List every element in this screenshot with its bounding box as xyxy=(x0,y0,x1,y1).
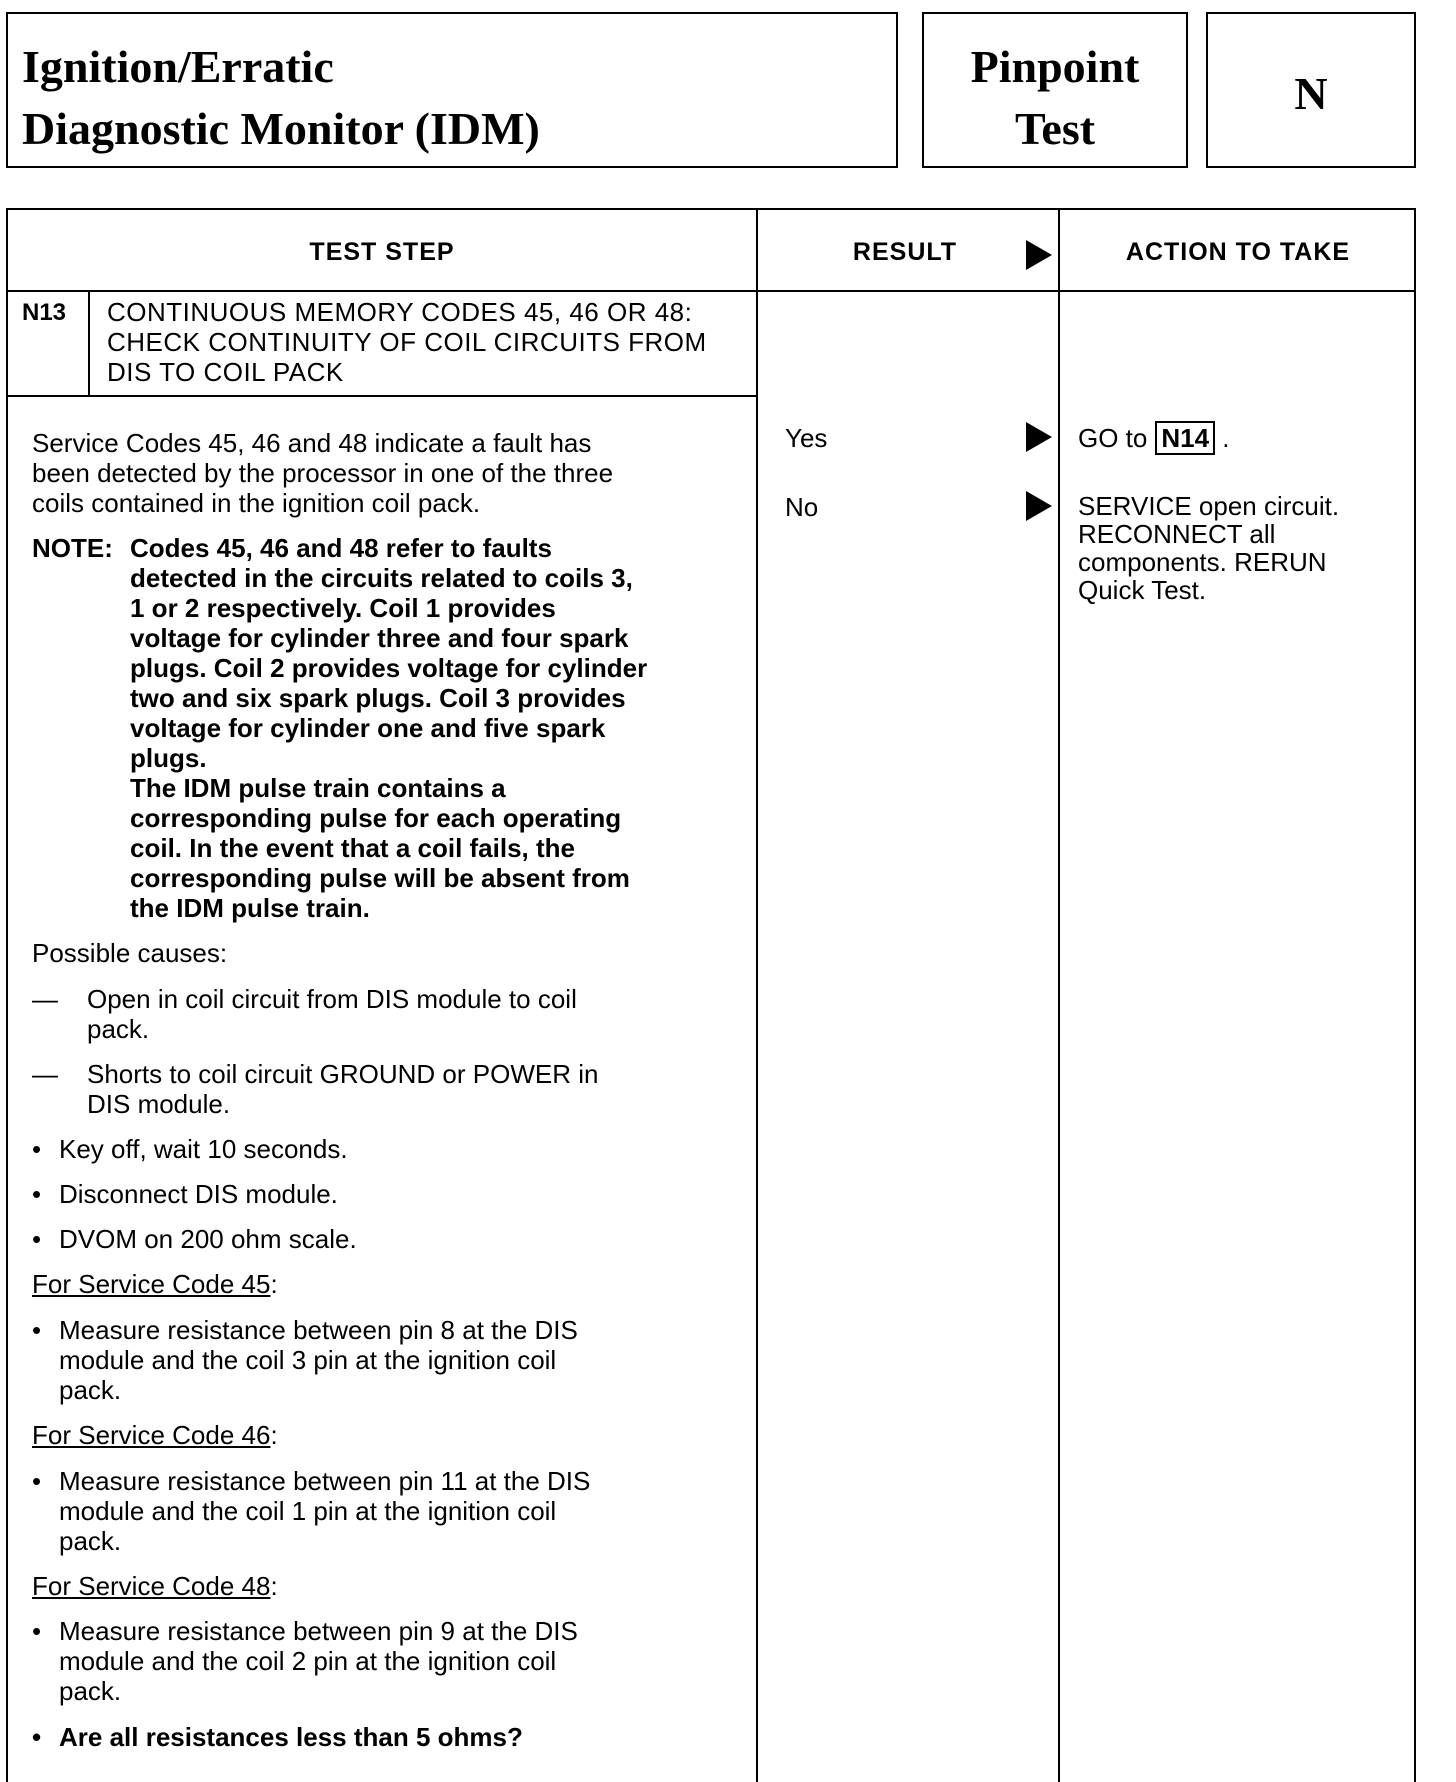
bullet-icon: • xyxy=(32,1134,42,1164)
bullet-icon: • xyxy=(32,1179,42,1209)
column-header-result: RESULT xyxy=(852,238,958,266)
bullet-item: DVOM on 200 ohm scale. xyxy=(59,1224,357,1254)
bullet-item: Measure resistance between pin 8 at the DIS module and the coil 3 pin at the ignition coil pack. xyxy=(59,1315,578,1405)
possible-causes-label: Possible causes: xyxy=(32,938,228,968)
step-intro: Service Codes 45, 46 and 48 indicate a fault has been detected by the processor in one of the three coils contained in the ignition coil pack. xyxy=(32,428,614,518)
bullet-icon: • xyxy=(32,1722,42,1752)
bullet-item: Disconnect DIS module. xyxy=(59,1179,338,1209)
column-divider xyxy=(1058,208,1060,1782)
column-header-action: ACTION TO TAKE xyxy=(1125,238,1351,266)
action-no: SERVICE open circuit. RECONNECT all components. RERUN Quick Test. xyxy=(1078,491,1340,605)
step-heading-divider xyxy=(6,395,758,397)
code45-label: For Service Code 45: xyxy=(32,1269,278,1299)
bullet-icon: • xyxy=(32,1616,42,1646)
step-reference-n14[interactable]: N14 xyxy=(1155,421,1215,455)
result-arrow-icon xyxy=(1026,422,1052,452)
result-arrow-icon xyxy=(1026,491,1052,521)
cause-item: Shorts to coil circuit GROUND or POWER in DIS module. xyxy=(87,1059,599,1119)
cause-item: Open in coil circuit from DIS module to coil pack. xyxy=(87,984,577,1044)
step-number-divider xyxy=(88,290,90,397)
result-arrow-icon xyxy=(1026,240,1052,270)
result-yes: Yes xyxy=(785,423,828,453)
header-row-divider xyxy=(6,290,1416,292)
cause-dash-icon: — xyxy=(32,1059,58,1089)
column-divider xyxy=(756,208,758,1782)
title-box xyxy=(6,12,898,168)
note-text: Codes 45, 46 and 48 refer to faults detected in the circuits related to coils 3, 1 or 2 respectively. Coil 1 provides voltage for cylinder three and four spark plugs. Coil 2 provides voltage for cylinder two and six spark plugs. Coil 3 provides voltage for cylinder one and five spark plugs. The IDM pulse train contains a corresponding pulse for each operating coil. In the event that a coil fails, the corresponding pulse will be absent from the IDM pulse train. xyxy=(130,533,648,923)
cause-dash-icon: — xyxy=(32,984,58,1014)
note-label: NOTE: xyxy=(32,533,113,563)
test-letter-box xyxy=(1206,12,1416,168)
result-no: No xyxy=(785,492,819,522)
column-header-test-step: TEST STEP xyxy=(309,238,455,266)
pinpoint-test-box xyxy=(922,12,1188,168)
step-heading: CONTINUOUS MEMORY CODES 45, 46 OR 48: CHECK CONTINUITY OF COIL CIRCUITS FROM DIS TO COIL PACK xyxy=(107,297,707,387)
bullet-item: Key off, wait 10 seconds. xyxy=(59,1134,348,1164)
question: Are all resistances less than 5 ohms? xyxy=(59,1722,523,1752)
step-number: N13 xyxy=(22,299,67,326)
test-letter: N xyxy=(1294,68,1328,119)
action-yes: GO to N14 . xyxy=(1078,423,1230,453)
page-title: Ignition/Erratic Diagnostic Monitor (IDM) xyxy=(22,41,540,154)
bullet-icon: • xyxy=(32,1315,42,1345)
code46-label: For Service Code 46: xyxy=(32,1420,278,1450)
bullet-item: Measure resistance between pin 11 at the DIS module and the coil 1 pin at the ignition coil pack. xyxy=(59,1466,591,1556)
bullet-icon: • xyxy=(32,1466,42,1496)
test-label: Test xyxy=(1014,103,1096,154)
bullet-icon: • xyxy=(32,1224,42,1254)
code48-label: For Service Code 48: xyxy=(32,1571,278,1601)
pinpoint-label: Pinpoint xyxy=(970,41,1140,92)
bullet-item: Measure resistance between pin 9 at the DIS module and the coil 2 pin at the ignition coil pack. xyxy=(59,1616,578,1706)
